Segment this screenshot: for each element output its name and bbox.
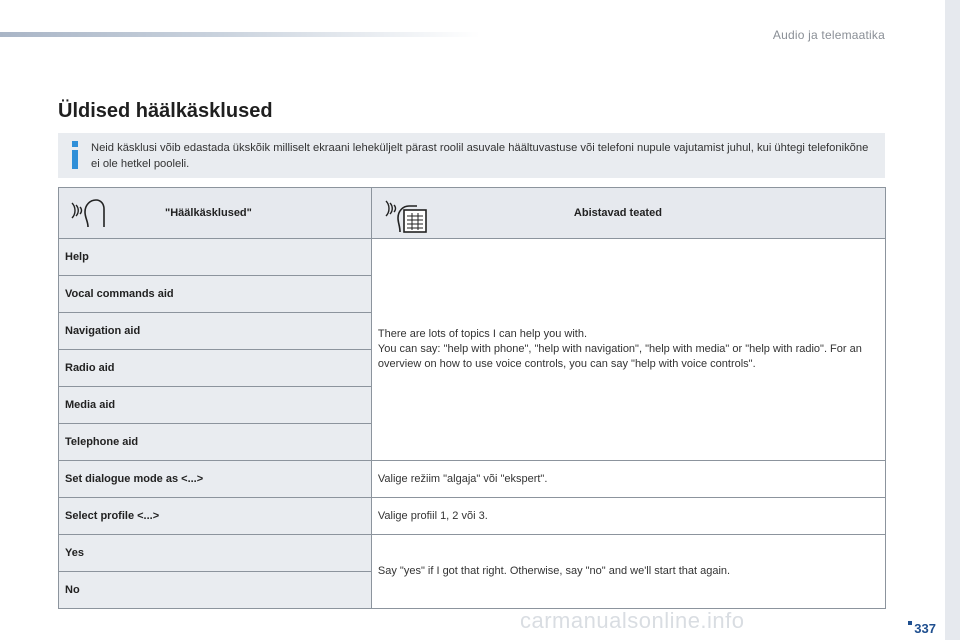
right-page-strip <box>945 0 960 640</box>
info-text: Neid käsklusi võib edastada ükskõik milliselt ekraani leheküljelt pärast roolil asuvale häältuvastuse või telefoni nupule vajutamist juhul, kui ühtegi telefonikõne ei ole hetkel pooleli. <box>91 142 869 170</box>
command-cell: Select profile <...> <box>59 498 372 535</box>
voice-commands-table <box>58 187 886 609</box>
table-row <box>59 239 886 276</box>
messages-header-label: Abistavad teated <box>573 207 662 219</box>
top-decor-bar <box>0 32 480 37</box>
response-cell-yes-no: Say "yes" if I got that right. Otherwise, say "no" and we'll start that again. <box>371 535 885 609</box>
command-cell: Media aid <box>59 387 372 424</box>
page-title: Üldised häälkäsklused <box>58 100 273 122</box>
speaking-head-icon <box>71 196 107 230</box>
table-row <box>59 498 886 535</box>
command-cell: Radio aid <box>59 350 372 387</box>
table-row <box>59 461 886 498</box>
command-cell: Help <box>59 239 372 276</box>
speaking-screen-icon <box>384 196 428 234</box>
command-cell: Set dialogue mode as <...> <box>59 461 372 498</box>
page-marker <box>908 621 912 625</box>
command-cell: Vocal commands aid <box>59 276 372 313</box>
commands-header-label: "Häälkäsklused" <box>165 207 252 219</box>
table-header-row <box>59 188 886 239</box>
command-cell: Navigation aid <box>59 313 372 350</box>
response-help-text: There are lots of topics I can help you with. You can say: "help with phone", "help with navigation", "help with media" or "help with radio". For an overview on how to use voice controls, you can say "help with voice controls". <box>377 328 862 370</box>
commands-column-header <box>59 188 372 239</box>
response-cell-dialogue: Valige režiim "algaja" või "ekspert". <box>371 461 885 498</box>
messages-column-header <box>371 188 885 239</box>
table-row <box>59 535 886 572</box>
response-cell-help <box>371 239 885 461</box>
response-cell-profile: Valige profiil 1, 2 või 3. <box>371 498 885 535</box>
command-cell: Telephone aid <box>59 424 372 461</box>
command-cell: Yes <box>59 535 372 572</box>
section-title: Audio ja telemaatika <box>772 28 885 42</box>
watermark: carmanualsonline.info <box>520 608 745 633</box>
info-box <box>58 133 885 178</box>
info-icon <box>71 141 79 169</box>
command-cell: No <box>59 572 372 609</box>
page-number-text: 337 <box>914 621 936 636</box>
page-number <box>908 621 936 636</box>
